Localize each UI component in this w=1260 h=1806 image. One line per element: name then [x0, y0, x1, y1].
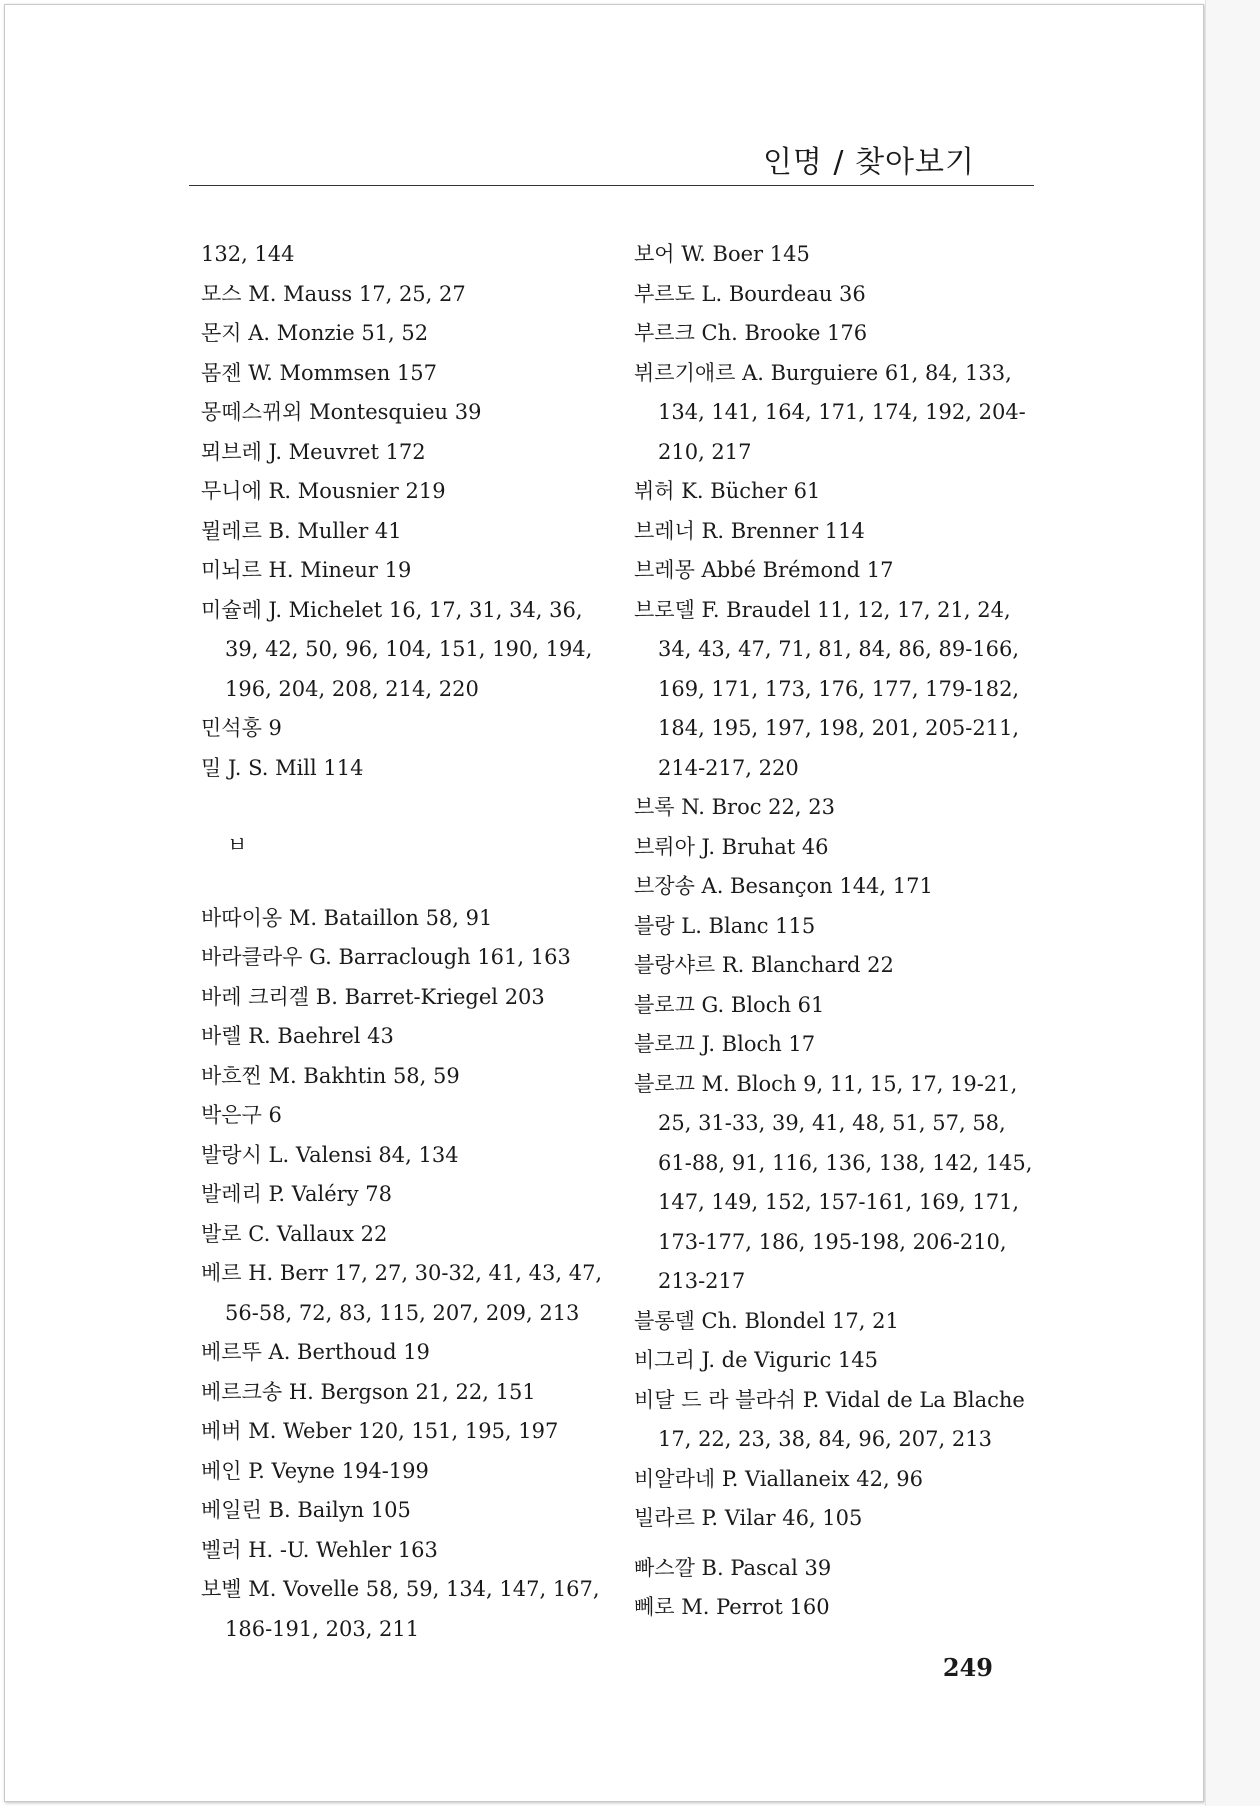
index-entry: 모스 M. Mauss 17, 25, 27 [201, 281, 466, 306]
index-entry: 브레몽 Abbé Brémond 17 [634, 558, 894, 582]
index-entry: 비달 드 라 블라쉬 P. Vidal de La Blache 17, 22, 23, 38, 84, 96, 207, 213 [634, 1387, 1025, 1451]
index-entry: 블로끄 G. Bloch 61 [634, 992, 825, 1017]
right-index-column [634, 235, 1044, 1628]
index-entry: 브장송 A. Besançon 144, 171 [634, 874, 933, 898]
index-entry: 바흐찐 M. Bakhtin 58, 59 [201, 1063, 460, 1088]
page-number: 249 [942, 1653, 993, 1682]
left-index-column [201, 235, 611, 1649]
index-entry: 블로끄 M. Bloch 9, 11, 15, 17, 19-21, 25, 31-33, 39, 41, 48, 51, 57, 58, 61-88, 91, 116, 136, 138, 142, 145, 147, 149, 152, 157-161, 169, 171, 173-177, 186, 195-198, 206-210, 213-217 [634, 1071, 1033, 1293]
index-entry: 브로델 F. Braudel 11, 12, 17, 21, 24, 34, 43, 47, 71, 81, 84, 86, 89-166, 169, 171, 173, 176, 177, 179-182, 184, 195, 197, 198, 201, 205-211, 214-217, 220 [634, 597, 1020, 780]
header-rule [189, 185, 1034, 186]
section-gap [634, 1539, 1044, 1549]
index-entry: 보벨 M. Vovelle 58, 59, 134, 147, 167, 186-191, 203, 211 [201, 1577, 600, 1641]
index-entry: 브록 N. Broc 22, 23 [634, 795, 835, 819]
book-page [4, 4, 1204, 1802]
index-entry: 베르 H. Berr 17, 27, 30-32, 41, 43, 47, 56-58, 72, 83, 115, 207, 209, 213 [201, 1261, 603, 1325]
index-entry: 뻬로 M. Perrot 160 [634, 1595, 830, 1619]
index-entry: 비그리 J. de Viguric 145 [634, 1348, 878, 1372]
index-entry: 부르도 L. Bourdeau 36 [634, 281, 866, 306]
index-entry: 미슐레 J. Michelet 16, 17, 31, 34, 36, 39, 42, 50, 96, 104, 151, 190, 194, 196, 204, 208, 214, 220 [201, 597, 593, 701]
index-entry: 미뇌르 H. Mineur 19 [201, 558, 412, 582]
index-entry: 블로끄 J. Bloch 17 [634, 1032, 816, 1056]
index-entry: 바라클라우 G. Barraclough 161, 163 [201, 945, 571, 969]
index-entry: 몽떼스뀌외 Montesquieu 39 [201, 400, 482, 424]
index-entry: 바따이옹 M. Bataillon 58, 91 [201, 905, 493, 930]
index-entry: 블랑샤르 R. Blanchard 22 [634, 953, 894, 977]
index-entry: 베르뚜 A. Berthoud 19 [201, 1340, 430, 1364]
index-entry: 밀 J. S. Mill 114 [201, 755, 364, 780]
index-entry: 벨러 H. -U. Wehler 163 [201, 1537, 438, 1562]
index-entry: 뷔르기애르 A. Burguiere 61, 84, 133, 134, 141, 164, 171, 174, 192, 204-210, 217 [634, 360, 1026, 464]
section-letter: ㅂ [227, 833, 248, 857]
index-entry: 베일린 B. Bailyn 105 [201, 1498, 411, 1522]
index-entry: 바레 크리겔 B. Barret-Kriegel 203 [201, 984, 545, 1009]
index-entry: 132, 144 [201, 242, 295, 266]
index-entry: 바렐 R. Baehrel 43 [201, 1024, 394, 1048]
index-entry: 블롱델 Ch. Blondel 17, 21 [634, 1308, 899, 1333]
index-entry: 베인 P. Veyne 194-199 [201, 1458, 429, 1483]
index-entry: 몸젠 W. Mommsen 157 [201, 360, 437, 385]
index-entry: 블랑 L. Blanc 115 [634, 913, 816, 938]
viewer-scroll-gutter[interactable] [1205, 0, 1260, 1806]
index-entry: 민석홍 9 [201, 716, 282, 740]
index-entry: 브뤼아 J. Bruhat 46 [634, 834, 829, 859]
index-entry: 비알라네 P. Viallaneix 42, 96 [634, 1466, 924, 1491]
index-entry: 빌라르 P. Vilar 46, 105 [634, 1506, 863, 1530]
index-entry: 뷔허 K. Bücher 61 [634, 479, 821, 503]
index-entry: 베르크송 H. Bergson 21, 22, 151 [201, 1379, 536, 1404]
index-entry: 발랑시 L. Valensi 84, 134 [201, 1142, 459, 1167]
running-head: 인명 / 찾아보기 [762, 145, 975, 180]
index-entry: 보어 W. Boer 145 [634, 242, 810, 266]
index-entry: 박은구 6 [201, 1103, 282, 1127]
index-entry: 몬지 A. Monzie 51, 52 [201, 321, 429, 345]
index-entry: 부르크 Ch. Brooke 176 [634, 321, 868, 345]
index-entry: 빠스깔 B. Pascal 39 [634, 1555, 832, 1580]
index-entry: 브레너 R. Brenner 114 [634, 518, 865, 543]
index-entry: 뮐레르 B. Muller 41 [201, 518, 402, 543]
index-entry: 베버 M. Weber 120, 151, 195, 197 [201, 1419, 559, 1443]
index-entry: 뫼브레 J. Meuvret 172 [201, 439, 426, 464]
index-entry: 발레리 P. Valéry 78 [201, 1182, 392, 1206]
index-entry: 무니에 R. Mousnier 219 [201, 479, 446, 503]
index-entry: 발로 C. Vallaux 22 [201, 1221, 388, 1246]
